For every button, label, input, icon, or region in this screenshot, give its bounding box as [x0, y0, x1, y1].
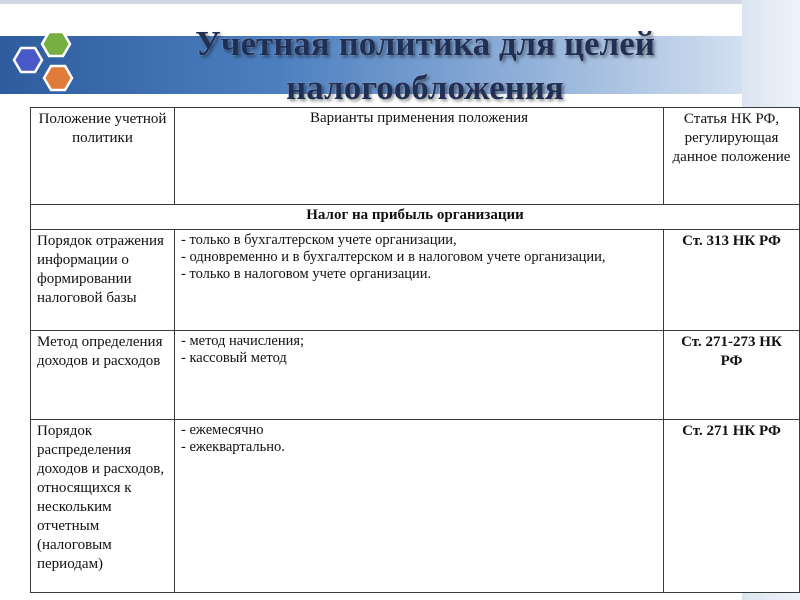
table-row [31, 420, 800, 593]
section-title: Налог на прибыль организации [31, 205, 800, 230]
variant-option: - метод начисления; [181, 333, 305, 349]
variant-option: - только в налоговом учете организации. [181, 266, 432, 282]
row-position: Порядок отражения информации о формировании налоговой базы [31, 230, 175, 331]
row-article: Ст. 313 НК РФ [664, 230, 800, 331]
table-header-row [31, 108, 800, 205]
row-article: Ст. 271-273 НК РФ [664, 331, 800, 420]
header-position: Положение учетной политики [31, 108, 175, 205]
blue-hexagon-icon [14, 48, 42, 72]
row-position: Метод определения доходов и расходов [31, 331, 175, 420]
row-position: Порядок распределения доходов и расходов, относящихся к нескольким отчетным (налоговым периодам) [31, 420, 175, 593]
row-variants [175, 331, 664, 420]
row-variants [175, 230, 664, 331]
row-variants [175, 420, 664, 593]
table-row [31, 230, 800, 331]
policy-table [30, 107, 800, 593]
variant-option: - ежеквартально. [181, 439, 285, 455]
section-row [31, 205, 800, 230]
header-article: Статья НК РФ, регулирующая данное положение [664, 108, 800, 205]
hexagon-logo-icon [6, 22, 106, 102]
title-line-2: налогообложения [286, 68, 564, 107]
table-row [31, 331, 800, 420]
variant-option: - одновременно и в бухгалтерском и в налоговом учете организации, [181, 249, 606, 265]
row-article: Ст. 271 НК РФ [664, 420, 800, 593]
variant-option: - кассовый метод [181, 350, 287, 366]
title-line-1: Учетная политика для целей [195, 24, 655, 63]
green-hexagon-icon [42, 32, 70, 56]
variant-option: - ежемесячно [181, 422, 264, 438]
header-variants: Варианты применения положения [175, 108, 664, 205]
top-line [0, 0, 800, 4]
slide-title [120, 22, 730, 110]
orange-hexagon-icon [44, 66, 72, 90]
variant-option: - только в бухгалтерском учете организации, [181, 232, 457, 248]
